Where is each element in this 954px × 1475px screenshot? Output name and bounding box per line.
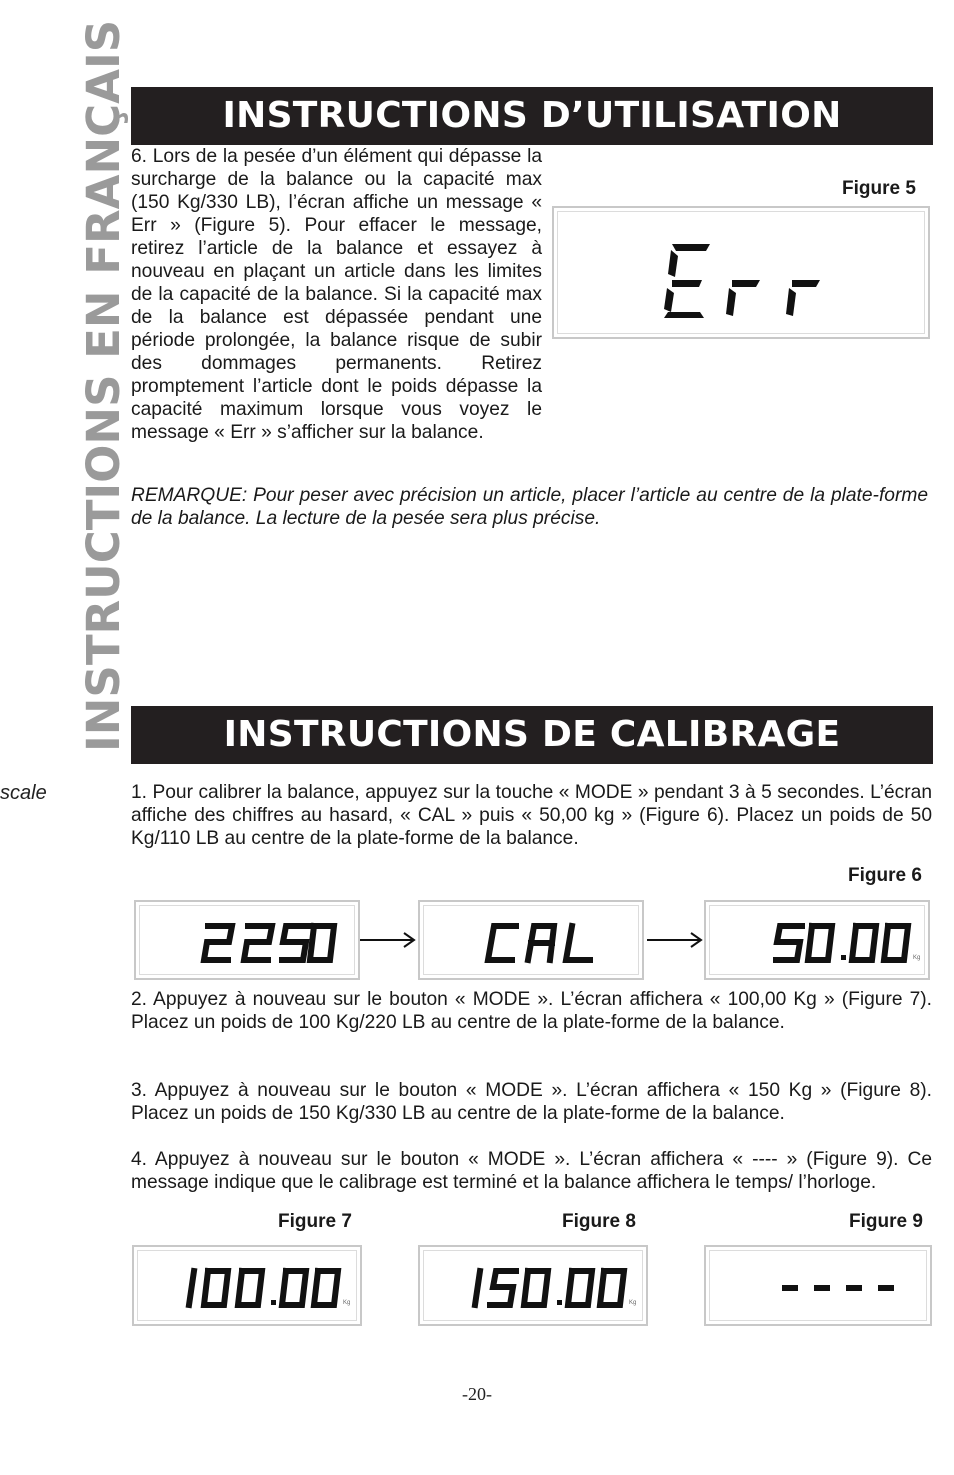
figure-6-display-cal [418, 900, 644, 980]
lcd-150-glyphs [420, 1247, 650, 1328]
arrow-right-icon [645, 930, 705, 950]
usage-section-title: INSTRUCTIONS D’UTILISATION [131, 87, 933, 145]
arrow-right-icon [358, 930, 418, 950]
figure-6-display-2250 [134, 900, 360, 980]
figure-5-label: Figure 5 [842, 178, 916, 199]
lcd-dashes-glyphs [706, 1247, 934, 1328]
figure-6-label: Figure 6 [848, 865, 922, 886]
lcd-cal-glyphs [420, 902, 646, 982]
figure-7-label: Figure 7 [278, 1211, 352, 1232]
unit-kg: Kg [343, 1300, 351, 1306]
figure-7-display-100 [132, 1245, 362, 1326]
lcd-err-glyphs [554, 208, 932, 341]
side-title: INSTRUCTIONS EN FRANÇAIS [77, 19, 130, 752]
figure-9-display-dashes [704, 1245, 932, 1326]
calibration-step-1: 1. Pour calibrer la balance, appuyez sur la touche « MODE » pendant 3 à 5 secondes. L’écran affiche des chiffres au hasard, « CAL » puis « 50,00 kg » (Figure 6). Placez un poids de 50 Kg/110 LB au centre de la plate-forme de la balance. [131, 782, 932, 849]
figure-8-display-150 [418, 1245, 648, 1326]
figure-9-label: Figure 9 [849, 1211, 923, 1232]
paragraph-6: 6. Lors de la pesée d’un élément qui dépasse la surcharge de la balance ou la capacité max (150 Kg/330 LB), l’écran affiche un message « Err » (Figure 5). Pour effacer le message, retirez l’article de la balance et essayez à nouveau en plaçant un article dans les limites de la capacité de la balance. Si la capacité max de la balance est dépassée pendant une période prolongée, la balance risque de subir des dommages permanents. Retirez promptement l’article dont le poids dépasse la capacité maximum lorsque vous voyez le message « Err » s’afficher sur la balance. [131, 146, 542, 443]
note: REMARQUE: Pour peser avec précision un article, placer l’article au centre de la plate-forme de la balance. La lecture de la pesée sera plus précise. [131, 485, 928, 529]
figure-8-label: Figure 8 [562, 1211, 636, 1232]
calibration-step-2: 2. Appuyez à nouveau sur le bouton « MODE ». L’écran affichera « 100,00 Kg » (Figure 7). Placez un poids de 100 Kg/220 LB au centre de la plate-forme de la balance. [131, 989, 932, 1033]
stray-text: scale [0, 782, 47, 804]
calibration-step-4: 4. Appuyez à nouveau sur le bouton « MODE ». L’écran affichera « ---- » (Figure 9). Ce message indique que le calibrage est terminé et la balance affichera le temps/ l’horloge. [131, 1149, 932, 1193]
lcd-2250-glyphs [136, 902, 362, 982]
unit-kg: Kg [913, 955, 921, 961]
figure-6-display-5000 [704, 900, 930, 980]
page-number: -20- [462, 1384, 492, 1404]
unit-kg: Kg [629, 1300, 637, 1306]
calibration-section-title: INSTRUCTIONS DE CALIBRAGE [131, 706, 933, 764]
lcd-100-glyphs [134, 1247, 364, 1328]
figure-5-display [552, 206, 930, 339]
lcd-5000-glyphs [706, 902, 932, 982]
calibration-step-3: 3. Appuyez à nouveau sur le bouton « MODE ». L’écran affichera « 150 Kg » (Figure 8). Placez un poids de 150 Kg/330 LB au centre de la plate-forme de la balance. [131, 1080, 932, 1124]
